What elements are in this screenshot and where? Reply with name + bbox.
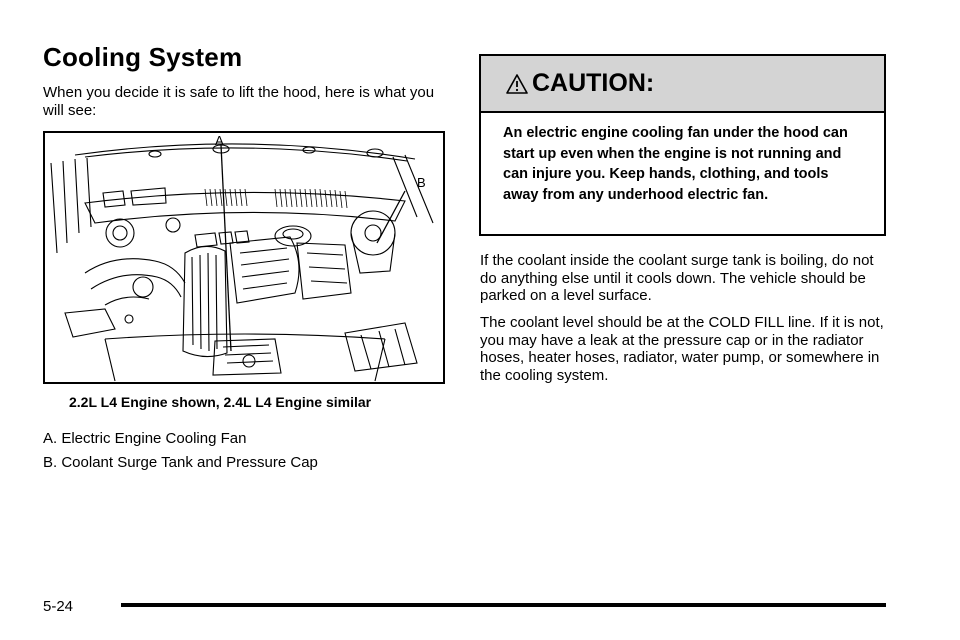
footer-rule — [121, 603, 886, 607]
engine-compartment-illustration — [43, 131, 445, 384]
callout-b-label: B — [417, 175, 426, 190]
figure-caption: 2.2L L4 Engine shown, 2.4L L4 Engine similar — [69, 394, 372, 410]
section-title: Cooling System — [43, 42, 243, 72]
boiling-coolant-paragraph: If the coolant inside the coolant surge tank is boiling, do not do anything else until it cools down. The vehicle should be parked on a level surface. — [480, 252, 874, 304]
callout-item-a: A. Electric Engine Cooling Fan — [43, 430, 247, 447]
caution-box — [479, 54, 886, 236]
callout-item-b: B. Coolant Surge Tank and Pressure Cap — [43, 454, 318, 471]
coolant-level-paragraph: The coolant level should be at the COLD FILL line. If it is not, you may have a leak at the pressure cap or in the radiator hoses, heater hoses, radiator, water pump, or somewhere in the cooling system. — [480, 314, 884, 384]
page-number: 5-24 — [43, 598, 74, 615]
caution-title: CAUTION: — [532, 69, 655, 97]
warning-triangle-icon — [506, 73, 528, 95]
caution-header — [481, 56, 884, 113]
callout-legend — [43, 430, 318, 478]
intro-text: When you decide it is safe to lift the hood, here is what you will see: — [43, 84, 435, 119]
callout-a-label: A — [215, 133, 224, 148]
caution-text: An electric engine cooling fan under the hood can start up even when the engine is not running and can injure you. Keep hands, clothing, and tools away from any underhood electric fan. — [503, 125, 848, 203]
